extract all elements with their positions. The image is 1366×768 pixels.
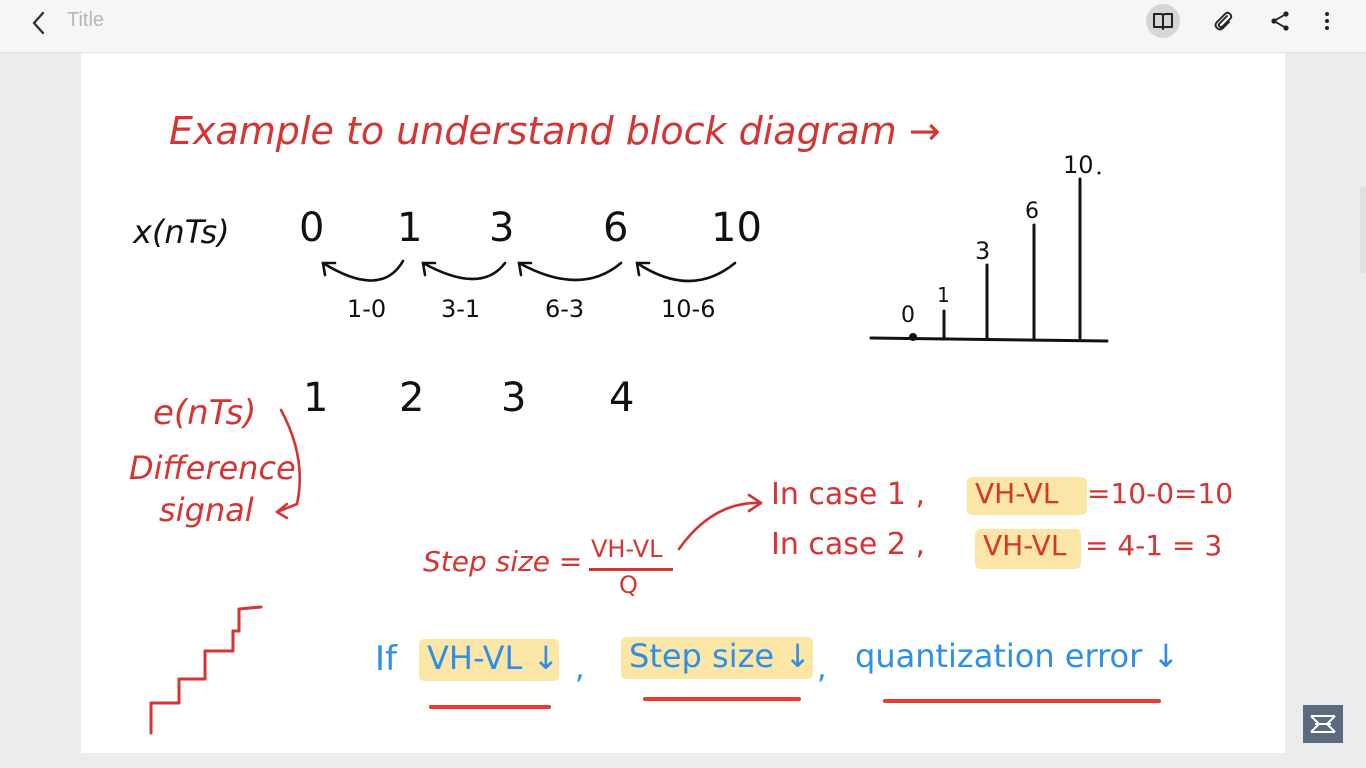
x-value: 3	[489, 205, 515, 251]
e-value: 4	[609, 375, 635, 421]
page-title[interactable]: Title	[67, 9, 105, 31]
step-size-label: Step size =	[423, 545, 583, 578]
if-word: If	[375, 639, 397, 679]
case-arrow	[673, 489, 769, 555]
step-term-underline	[643, 697, 801, 701]
fraction-denominator: Q	[619, 571, 638, 599]
x-value: 6	[603, 205, 629, 251]
chevron-left-icon	[24, 8, 54, 38]
note-page[interactable]	[81, 53, 1285, 753]
case1-value: =10-0=10	[1087, 477, 1234, 510]
e-value: 1	[303, 375, 329, 421]
more-options-button[interactable]	[1310, 4, 1344, 38]
x-value: 1	[397, 205, 423, 251]
reading-mode-button[interactable]	[1146, 4, 1180, 38]
paperclip-icon	[1211, 9, 1235, 33]
logo-icon	[1309, 713, 1337, 735]
back-button[interactable]	[24, 8, 54, 38]
if-term: VH-VL ↓	[427, 639, 560, 677]
scrollbar[interactable]	[1360, 186, 1366, 274]
share-button[interactable]	[1263, 4, 1297, 38]
stem-label: 3	[975, 237, 991, 265]
fraction-numerator: VH-VL	[591, 535, 663, 563]
diff-label: 3-1	[441, 295, 481, 323]
stem-label: 0	[901, 303, 915, 328]
quant-term-underline	[883, 699, 1161, 703]
step-term: Step size ↓	[629, 637, 812, 675]
bracket-arrow	[271, 408, 311, 520]
book-icon	[1151, 9, 1175, 33]
if-term-underline	[429, 705, 551, 709]
share-icon	[1268, 9, 1292, 33]
diff-label: 1-0	[347, 295, 387, 323]
x-value: 10	[711, 205, 762, 251]
staircase-sketch	[141, 601, 271, 741]
comma: ,	[817, 651, 827, 686]
case1-formula: VH-VL	[975, 477, 1059, 510]
e-value: 2	[399, 375, 425, 421]
case2-formula: VH-VL	[983, 529, 1067, 562]
diff-label: 10-6	[661, 295, 716, 323]
e-value: 3	[501, 375, 527, 421]
difference-label: Difference	[129, 449, 296, 487]
case1-prefix: In case 1 ,	[771, 477, 926, 512]
difference-arrows	[311, 249, 751, 299]
stem-label: 1	[937, 283, 950, 307]
more-vertical-icon	[1315, 9, 1339, 33]
top-toolbar	[0, 0, 1366, 53]
stem-label: 6	[1025, 199, 1039, 224]
case2-prefix: In case 2 ,	[771, 527, 926, 562]
x-label: x(nTs)	[133, 213, 230, 251]
diff-label: 6-3	[545, 295, 585, 323]
comma: ,	[575, 651, 585, 686]
signal-label: signal	[159, 491, 254, 529]
case2-value: = 4-1 = 3	[1085, 529, 1223, 562]
e-label: e(nTs)	[153, 393, 257, 433]
x-value: 0	[299, 205, 325, 251]
quant-term: quantization error ↓	[855, 637, 1180, 675]
note-heading: Example to understand block diagram →	[169, 109, 941, 153]
channel-logo	[1303, 705, 1343, 743]
stem-label: 10	[1063, 151, 1094, 179]
attach-button[interactable]	[1206, 4, 1240, 38]
